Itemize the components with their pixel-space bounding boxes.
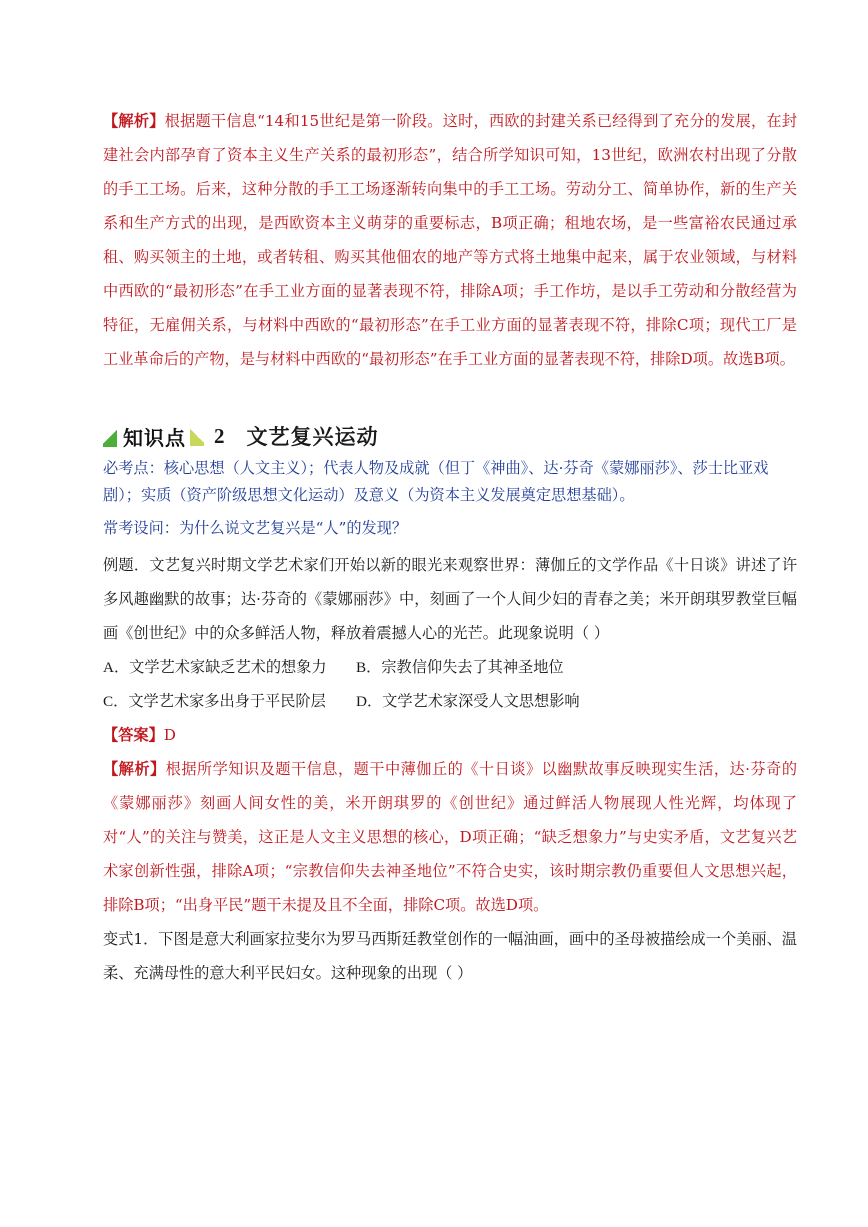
common-question: 常考设问：为什么说文艺复兴是“人”的发现？ (103, 519, 408, 537)
example-answer (103, 718, 797, 752)
example-stem: 例题．文艺复兴时期文学艺术家们开始以新的眼光来观察世界：薄伽丘的文学作品《十日谈》讲述了许多风趣幽默的故事；达·芬奇的《蒙娜丽莎》中，刻画了一个人间少妇的青春之美；米开朗琪罗教堂巨幅画《创世纪》中的众多鲜活人物，释放着震撼人心的光芒。此现象说明（ ） (103, 556, 797, 642)
knowledge-point-heading (103, 418, 379, 454)
knowledge-point-badge (103, 421, 204, 451)
answer-tag: 【答案】 (103, 726, 164, 744)
analysis-paragraph-1 (103, 104, 797, 376)
knowledge-point-number: 2 (214, 423, 225, 448)
analysis-tag: 【解析】 (103, 760, 166, 778)
answer-value: D (163, 726, 176, 744)
analysis-text: 根据题干信息“14和15世纪是第一阶段。这时，西欧的封建关系已经得到了充分的发展，在封建社会内部孕育了资本主义生产关系的最初形态”，结合所学知识可知，13世纪，欧洲农村出现了分散的手工工场。后来，这种分散的手工工场逐渐转向集中的手工工场。劳动分工、简单协作，新的生产关系和生产方式的出现，是西欧资本主义萌芽的重要标志，B项正确；租地农场，是一些富裕农民通过承租、购买领主的土地，或者转租、购买其他佃农的地产等方式将土地集中起来，属于农业领域，与材料中西欧的“最初形态”在手工业方面的显著表现不符，排除A项；手工作坊，是以手工劳动和分散经营为特征，无雇佣关系，与材料中西欧的“最初形态”在手工业方面的显著表现不符，排除C项；现代工厂是工业革命后的产物，是与材料中西欧的“最初形态”在手工业方面的显著表现不符，排除D项。故选B项。 (103, 112, 797, 368)
example-analysis (103, 752, 797, 922)
option-a[interactable]: A．文学艺术家缺乏艺术的想象力 (103, 658, 327, 676)
analysis-tag: 【解析】 (103, 112, 165, 130)
option-c[interactable]: C．文学艺术家多出身于平民阶层 (103, 692, 326, 710)
options-row-1 (103, 650, 797, 684)
knowledge-point-label: 知识点 (123, 425, 186, 450)
must-know-points: 必考点：核心思想（人文主义）；代表人物及成就（但丁《神曲》、达·芬奇《蒙娜丽莎》、莎士比亚戏剧）；实质（资产阶级思想文化运动）及意义（为资本主义发展奠定思想基础）。 (103, 459, 769, 504)
green-corner-icon (103, 427, 117, 447)
yellow-corner-icon (190, 426, 204, 446)
option-d[interactable]: D．文学艺术家深受人文思想影响 (356, 692, 580, 710)
options-row-2 (103, 684, 797, 718)
knowledge-point-title: 文艺复兴运动 (246, 424, 379, 449)
example-options (103, 650, 797, 718)
option-b[interactable]: B．宗教信仰失去了其神圣地位 (356, 658, 564, 676)
variant-1-stem: 变式1．下图是意大利画家拉斐尔为罗马西斯廷教堂创作的一幅油画，画中的圣母被描绘成一个美丽、温柔、充满母性的意大利平民妇女。这种现象的出现（ ） (103, 930, 797, 982)
analysis-text: 根据所学知识及题干信息，题干中薄伽丘的《十日谈》以幽默故事反映现实生活，达·芬奇的《蒙娜丽莎》刻画人间女性的美，米开朗琪罗的《创世纪》通过鲜活人物展现人性光辉，均体现了对“人”的关注与赞美，这正是人文主义思想的核心，D项正确；“缺乏想象力”与史实矛盾，文艺复兴艺术家创新性强，排除A项；“宗教信仰失去神圣地位”不符合史实，该时期宗教仍重要但人文思想兴起，排除B项；“出身平民”题干未提及且不全面，排除C项。故选D项。 (103, 760, 798, 914)
